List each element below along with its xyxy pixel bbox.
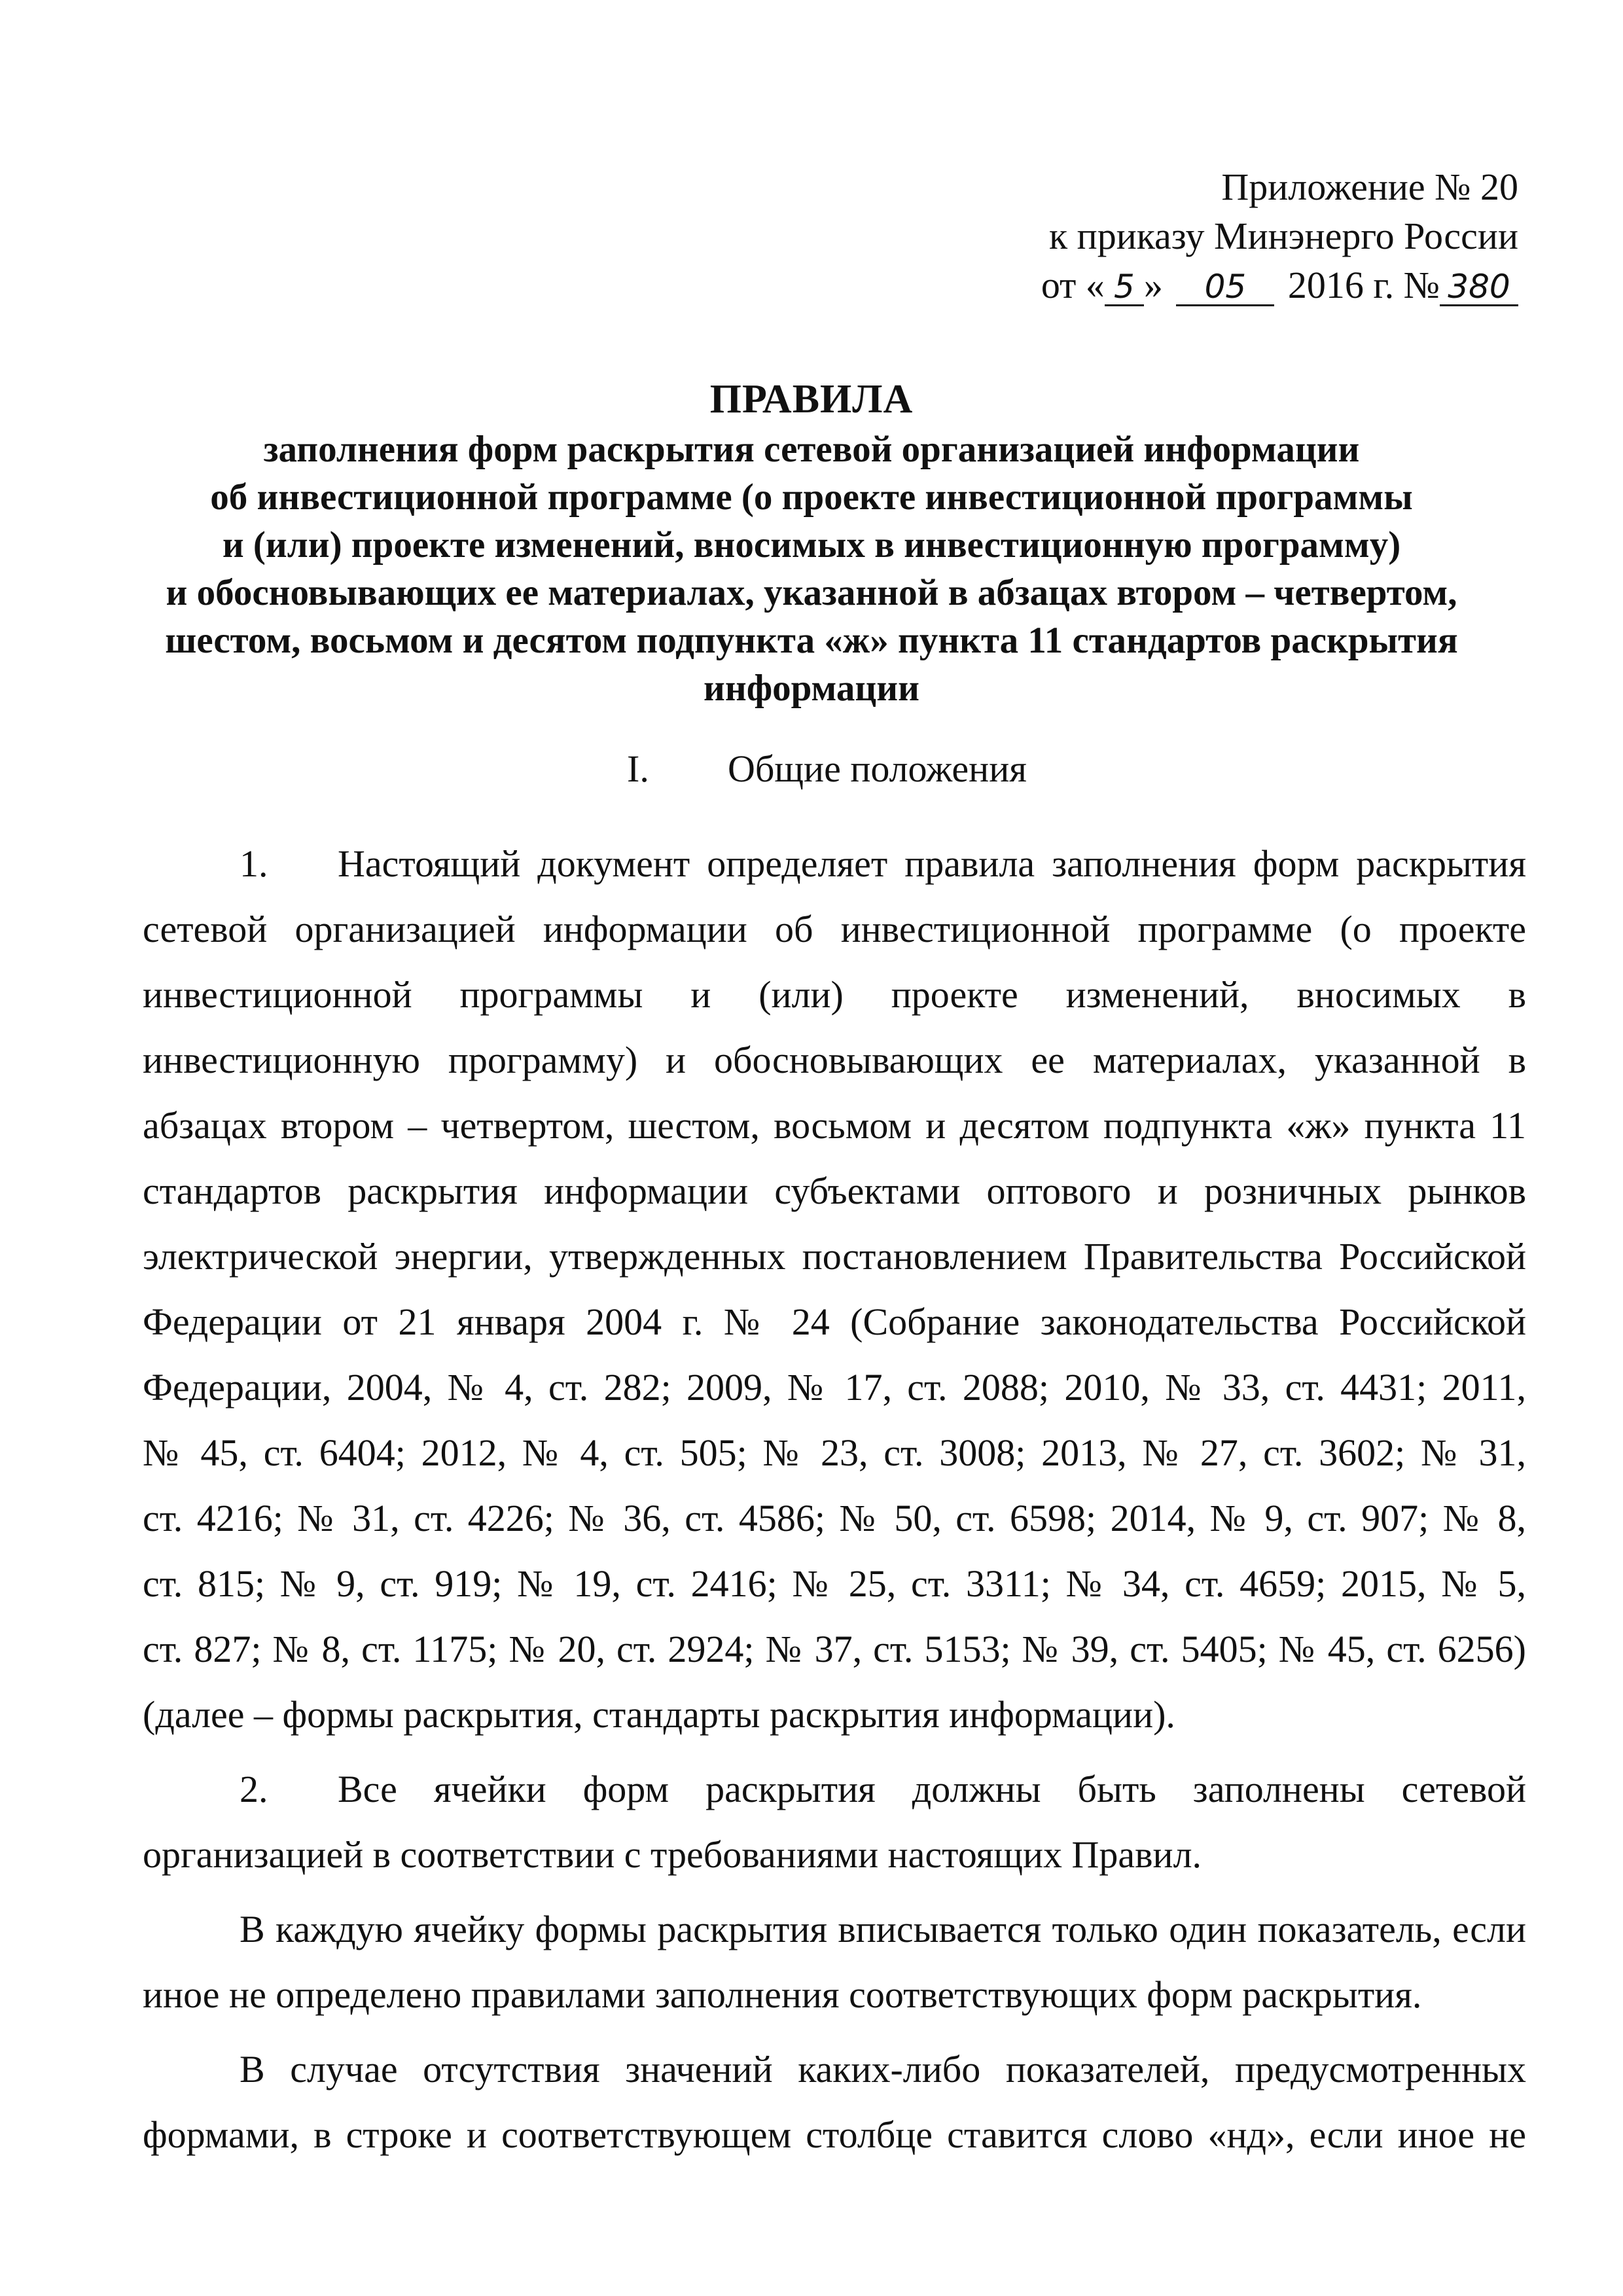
handwritten-order-number: 380: [1440, 269, 1518, 306]
body-text: [143, 831, 1526, 2168]
section-title: Общие положения: [728, 747, 1027, 790]
date-mid: »: [1143, 264, 1163, 306]
paragraph-1-line: электрической энергии, утвержденных постановлением Правительства Российской: [143, 1235, 1526, 1278]
paragraph-1-line: абзацах втором – четвертом, шестом, восьмом и десятом подпункта «ж» пункта 11: [143, 1104, 1526, 1147]
paragraph-1-line: № 45, ст. 6404; 2012, № 4, ст. 505; № 23, ст. 3008; 2013, № 27, ст. 3602; № 31,: [143, 1431, 1526, 1474]
appendix-order-ref: к приказу Минэнерго России: [1049, 215, 1518, 257]
paragraph-1-line: инвестиционную программу) и обосновывающих ее материалах, указанной в: [143, 1039, 1526, 1081]
paragraph-4-line: формами, в строке и соответствующем столбце ставится слово «нд», если иное не: [143, 2113, 1526, 2156]
paragraph-1-line: (далее – формы раскрытия, стандарты раскрытия информации).: [143, 1693, 1175, 1736]
paragraph-1-line: стандартов раскрытия информации субъектами оптового и розничных рынков: [143, 1170, 1526, 1212]
paragraph-1-line: сетевой организацией информации об инвестиционной программе (о проекте: [143, 908, 1526, 950]
paragraph-2-number: 2.: [240, 1768, 268, 1810]
paragraph-1-line: ст. 4216; № 31, ст. 4226; № 36, ст. 4586; № 50, ст. 6598; 2014, № 9, ст. 907; № 8,: [143, 1497, 1526, 1539]
title-main: ПРАВИЛА: [709, 377, 914, 422]
paragraph-1-line: Федерации, 2004, № 4, ст. 282; 2009, № 17, ст. 2088; 2010, № 33, ст. 4431; 2011,: [143, 1366, 1526, 1408]
title-line: и обосновывающих ее материалах, указанной в абзацах втором – четвертом,: [166, 572, 1457, 613]
handwritten-month: 05: [1176, 269, 1274, 306]
paragraph-1-number: 1.: [240, 842, 268, 885]
date-prefix: от «: [1041, 264, 1105, 306]
title-line: шестом, восьмом и десятом подпункта «ж» пункта 11 стандартов раскрытия: [165, 620, 1458, 661]
title-line: информации: [704, 668, 919, 709]
paragraph-4-line: В случае отсутствия значений каких-либо показателей, предусмотренных: [240, 2048, 1526, 2090]
paragraph-2-line: 2. Все ячейки форм раскрытия должны быть заполнены сетевой: [143, 1757, 1526, 1822]
paragraph-3-line: иное не определено правилами заполнения соответствующих форм раскрытия.: [143, 1973, 1422, 2016]
section-number: I.: [627, 747, 649, 790]
title-line: заполнения форм раскрытия сетевой организацией информации: [263, 429, 1360, 470]
appendix-number: Приложение № 20: [1221, 166, 1518, 208]
handwritten-day: 5: [1105, 269, 1144, 306]
paragraph-1-line: Федерации от 21 января 2004 г. № 24 (Собрание законодательства Российской: [143, 1300, 1526, 1343]
title-line: об инвестиционной программе (о проекте инвестиционной программы: [210, 476, 1413, 518]
appendix-date-line: [955, 260, 1518, 310]
date-year: 2016 г. №: [1287, 264, 1440, 306]
document-title: [118, 373, 1505, 712]
paragraph-1-line: 1. Настоящий документ определяет правила заполнения форм раскрытия: [143, 831, 1526, 897]
title-subtitle: [118, 425, 1505, 712]
paragraph-3-line: В каждую ячейку формы раскрытия вписывается только один показатель, если: [240, 1908, 1526, 1950]
paragraph-1-line: инвестиционной программы и (или) проекте изменений, вносимых в: [143, 973, 1526, 1016]
title-line: и (или) проекте изменений, вносимых в инвестиционную программу): [222, 524, 1401, 565]
paragraph-2-line: организацией в соответствии с требованиями настоящих Правил.: [143, 1833, 1202, 1876]
paragraph-1-line: ст. 815; № 9, ст. 919; № 19, ст. 2416; № 25, ст. 3311; № 34, ст. 4659; 2015, № 5,: [143, 1562, 1526, 1605]
appendix-header: [955, 162, 1518, 310]
paragraph-1-line: ст. 827; № 8, ст. 1175; № 20, ст. 2924; № 37, ст. 5153; № 39, ст. 5405; № 45, ст. 6256): [143, 1628, 1526, 1670]
